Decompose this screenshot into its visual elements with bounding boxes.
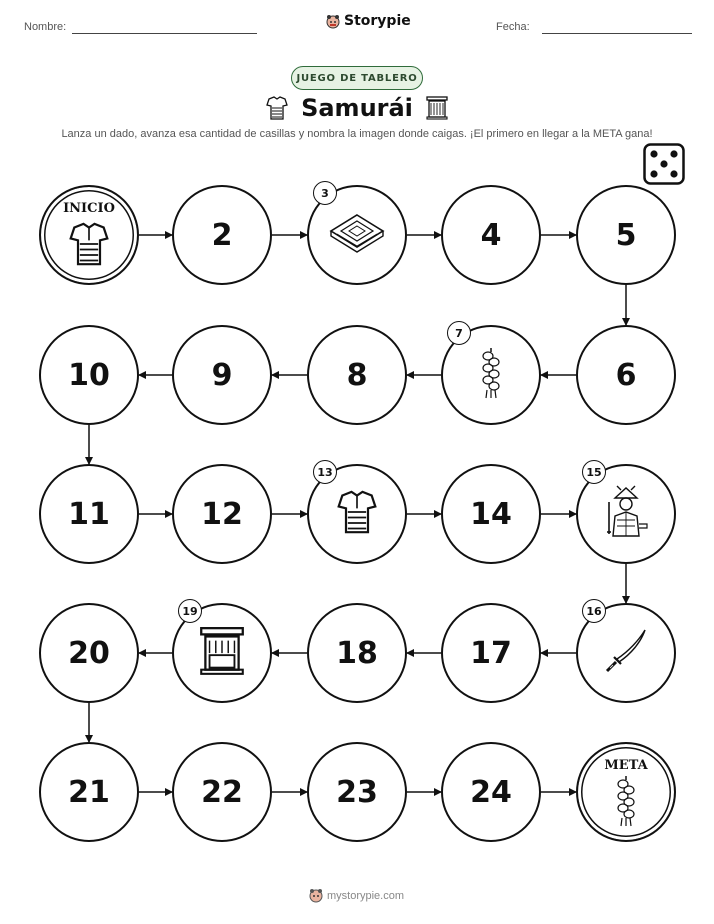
board-cell-17 xyxy=(441,603,541,703)
armor-icon xyxy=(67,220,111,272)
name-label: Nombre: xyxy=(24,21,67,33)
cell-number-badge: 19 xyxy=(178,599,202,623)
board-cell-24 xyxy=(441,742,541,842)
cell-number-badge: 7 xyxy=(447,321,471,345)
game-type-tag: JUEGO DE TABLERO xyxy=(291,66,423,90)
shrine-gate-icon xyxy=(194,624,250,682)
board-cell-16 xyxy=(576,603,676,703)
board-cell-22 xyxy=(172,742,272,842)
board-cell-12 xyxy=(172,464,272,564)
cell-number: 6 xyxy=(615,357,637,393)
date-label: Fecha: xyxy=(496,21,530,33)
board-cell-21 xyxy=(39,742,139,842)
board-cell-1 xyxy=(39,185,139,285)
board-cell-11 xyxy=(39,464,139,564)
cell-number: 5 xyxy=(615,217,637,253)
cell-number: 2 xyxy=(211,217,233,253)
board-cell-10 xyxy=(39,325,139,425)
board-cell-25 xyxy=(576,742,676,842)
cell-number: 24 xyxy=(470,774,512,810)
cell-number: 4 xyxy=(480,217,502,253)
cell-number: 22 xyxy=(201,774,243,810)
board-cell-4 xyxy=(441,185,541,285)
braid-icon xyxy=(614,774,638,832)
instructions: Lanza un dado, avanza esa cantidad de casillas y nombra la imagen donde caigas. ¡El primero en llegar a la META gana! xyxy=(61,128,653,140)
cell-number-badge: 16 xyxy=(582,599,606,623)
cell-number: 17 xyxy=(470,635,512,671)
board-cell-15 xyxy=(576,464,676,564)
cell-number-badge: 15 xyxy=(582,460,606,484)
tatami-mat-icon xyxy=(327,211,387,259)
board-cell-8 xyxy=(307,325,407,425)
cell-number-badge: 3 xyxy=(313,181,337,205)
board-cell-18 xyxy=(307,603,407,703)
footer-url[interactable]: mystorypie.com xyxy=(327,889,405,902)
cell-number: 9 xyxy=(211,357,233,393)
footer xyxy=(309,888,404,903)
board-cell-3 xyxy=(307,185,407,285)
storypie-mascot-icon xyxy=(309,888,323,903)
board-cell-19 xyxy=(172,603,272,703)
cell-number: 23 xyxy=(336,774,378,810)
cell-number: 8 xyxy=(346,357,368,393)
braid-icon xyxy=(479,346,503,404)
cell-number: 11 xyxy=(68,496,110,532)
board-cell-5 xyxy=(576,185,676,285)
cell-number: 20 xyxy=(68,635,110,671)
cell-number: 21 xyxy=(68,774,110,810)
board-cell-2 xyxy=(172,185,272,285)
cell-number: 18 xyxy=(336,635,378,671)
board-cell-20 xyxy=(39,603,139,703)
cell-number: 10 xyxy=(68,357,110,393)
start-label: INICIO xyxy=(63,201,115,216)
katana-icon xyxy=(601,626,651,680)
page-title: Samurái xyxy=(301,94,413,122)
cell-number-badge: 13 xyxy=(313,460,337,484)
armor-icon xyxy=(335,488,379,540)
brand-name: Storypie xyxy=(344,13,411,29)
cell-number: 14 xyxy=(470,496,512,532)
board-cell-6 xyxy=(576,325,676,425)
samurai-warrior-icon xyxy=(601,484,651,544)
board-cell-13 xyxy=(307,464,407,564)
board-cell-7 xyxy=(441,325,541,425)
board-cell-23 xyxy=(307,742,407,842)
cell-number: 12 xyxy=(201,496,243,532)
board-cell-14 xyxy=(441,464,541,564)
goal-label: META xyxy=(604,758,648,773)
board-cell-9 xyxy=(172,325,272,425)
